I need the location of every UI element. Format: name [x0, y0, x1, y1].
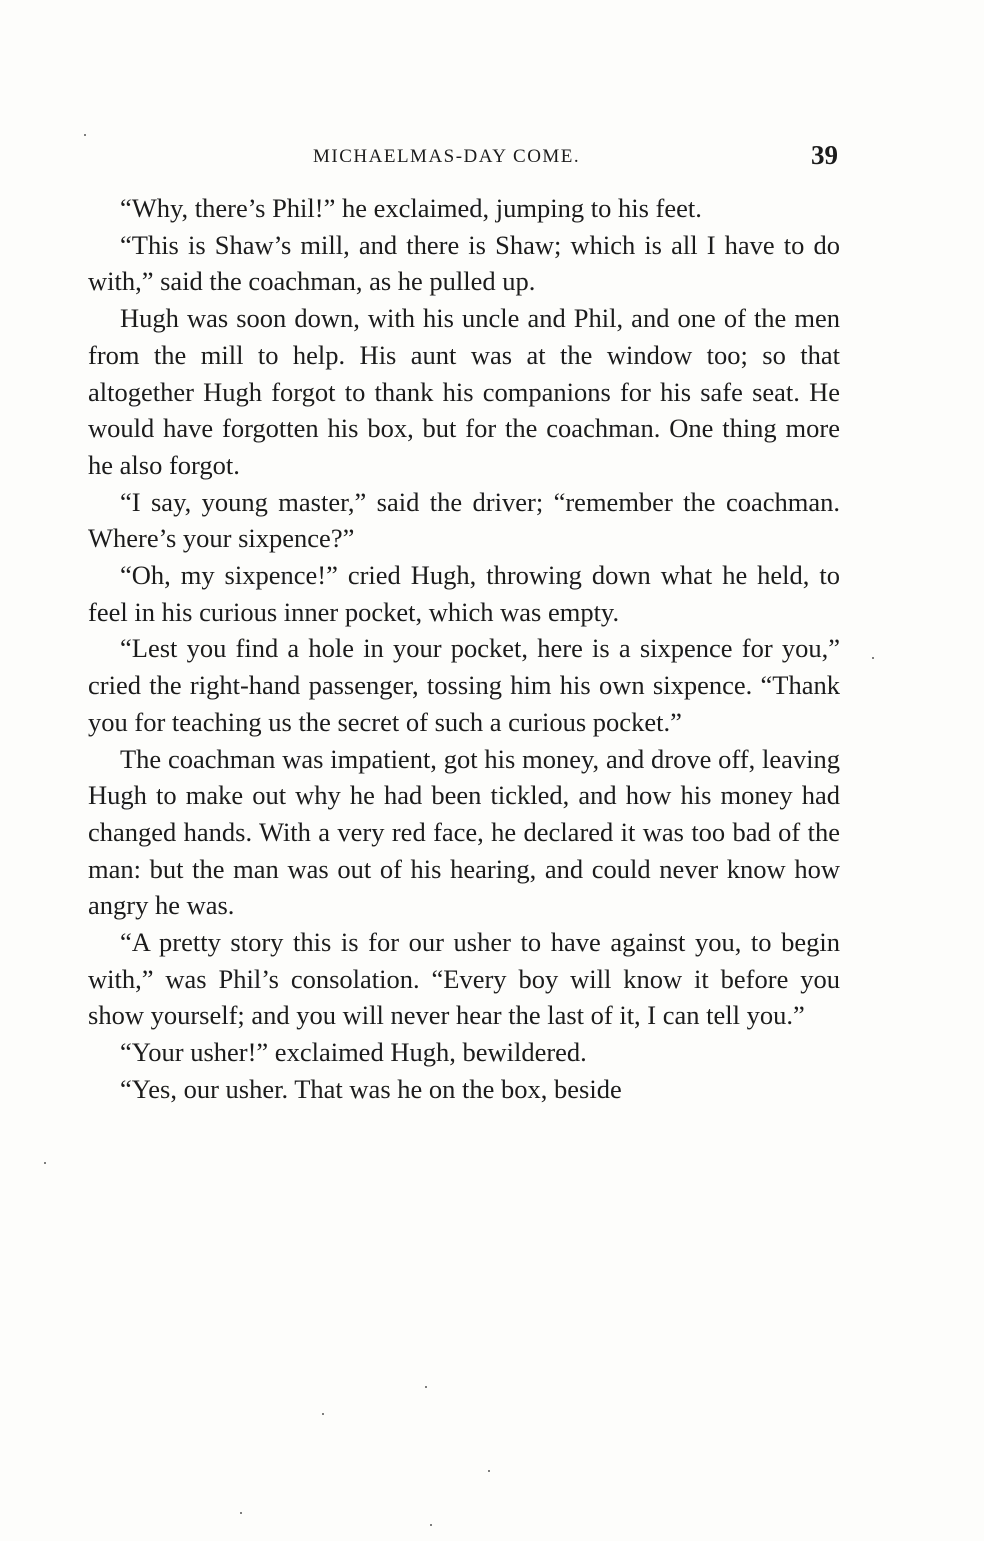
paragraph: “Why, there’s Phil!” he exclaimed, jumping to his feet.	[120, 193, 702, 223]
body-text	[88, 190, 840, 1108]
scan-speck	[240, 1512, 242, 1514]
paragraph: “A pretty story this is for our usher to have against you, to begin with,” was Phil’s consolation. “Every boy will know it before you show yourself; and you will never hear the last of it, I can tell you.”	[88, 927, 840, 1031]
scan-speck	[425, 1386, 427, 1388]
paragraph: “Your usher!” exclaimed Hugh, bewildered.	[120, 1037, 587, 1068]
page-number: 39	[811, 140, 838, 170]
scan-speck	[84, 134, 86, 136]
paragraph: “This is Shaw’s mill, and there is Shaw; which is all I have to do with,” said the coachman, as he pulled up.	[88, 229, 840, 297]
scan-speck	[488, 1470, 490, 1472]
paragraph: “Yes, our usher. That was he on the box, beside	[120, 1073, 622, 1104]
paragraph: The coachman was impatient, got his money, and drove off, leaving Hugh to make out why he had been tickled, and how his money had changed hands. With a very red face, he declared it was too bad of the man: but the man was out of his hearing, and could never know how angry he was.	[88, 743, 840, 921]
scan-speck	[430, 1524, 432, 1526]
paragraph: “Lest you find a hole in your pocket, here is a sixpence for you,” cried the right-hand passenger, tossing him his own sixpence. “Thank you for teaching us the secret of such a curious pocket.”	[88, 633, 840, 737]
running-title: MICHAELMAS-DAY COME.	[313, 146, 581, 167]
scan-speck	[872, 657, 874, 659]
paragraph: Hugh was soon down, with his uncle and Phil, and one of the men from the mill to help. His aunt was at the window too; so that altogether Hugh forgot to thank his companions for his safe seat. He would have forgotten his box, but for the coachman. One thing more he also forgot.	[88, 303, 840, 480]
scan-speck	[44, 1162, 46, 1164]
running-head	[88, 140, 838, 170]
paragraph: “Oh, my sixpence!” cried Hugh, throwing down what he held, to feel in his curious inner pocket, which was empty.	[88, 560, 840, 627]
paragraph: “I say, young master,” said the driver; “remember the coachman. Where’s your sixpence?”	[88, 486, 840, 554]
scan-speck	[322, 1413, 324, 1415]
